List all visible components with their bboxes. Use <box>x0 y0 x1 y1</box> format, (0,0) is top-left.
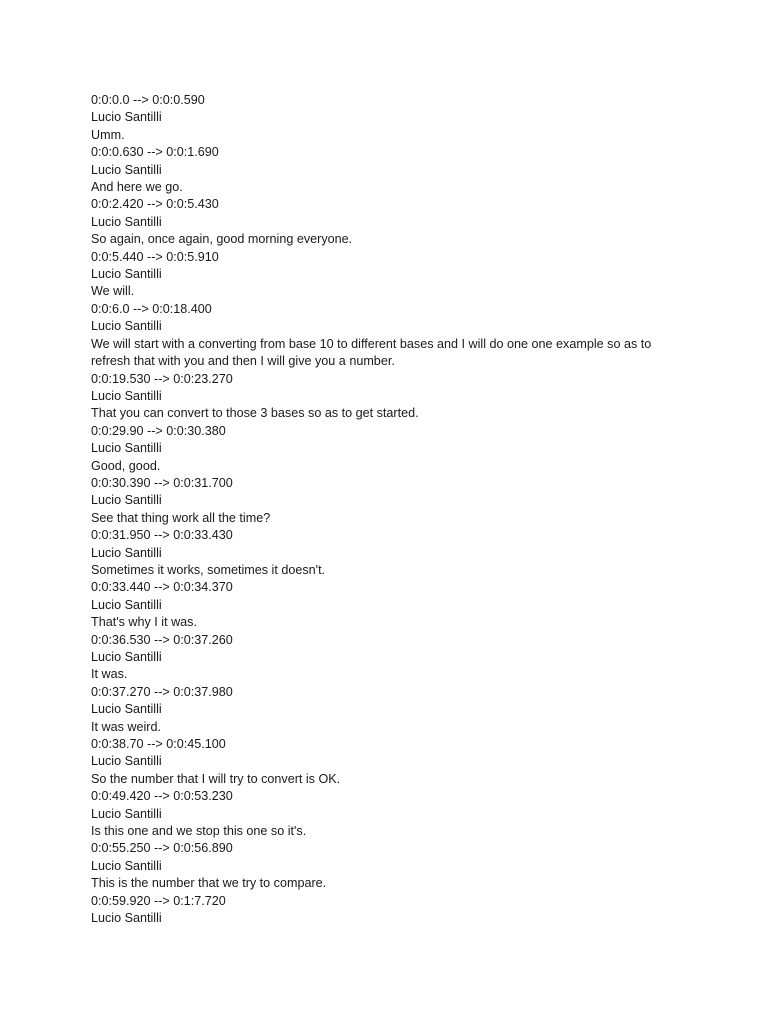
cue-text: That's why I it was. <box>91 615 197 630</box>
cue-speaker: Lucio Santilli <box>91 110 162 125</box>
transcript-cue <box>91 579 691 631</box>
cue-timestamp: 0:0:36.530 --> 0:0:37.260 <box>91 632 233 647</box>
cue-timestamp: 0:0:38.70 --> 0:0:45.100 <box>91 737 226 752</box>
cue-text: We will start with a converting from base 10 to different bases and I will do one one example so as to refresh that with you and then I will give you a number. <box>91 336 652 369</box>
cue-speaker: Lucio Santilli <box>91 650 162 664</box>
transcript-cue <box>91 196 691 248</box>
cue-timestamp: 0:0:0.0 --> 0:0:0.590 <box>91 93 205 107</box>
transcript-cue <box>91 736 691 788</box>
transcript-cue <box>91 301 691 371</box>
cue-speaker: Lucio Santilli <box>91 702 162 717</box>
cue-timestamp: 0:0:29.90 --> 0:0:30.380 <box>91 423 226 438</box>
cue-speaker: Lucio Santilli <box>91 911 162 926</box>
transcript-cue <box>91 840 691 892</box>
transcript-cue <box>91 249 691 301</box>
cue-text: Sometimes it works, sometimes it doesn't. <box>91 562 326 577</box>
cue-text: So the number that I will try to convert is OK. <box>91 771 341 786</box>
cue-text: See that thing work all the time? <box>91 510 271 525</box>
cue-text: We will. <box>91 284 135 299</box>
cue-speaker: Lucio Santilli <box>91 545 162 560</box>
transcript-cue <box>91 632 691 684</box>
cue-speaker: Lucio Santilli <box>91 214 162 229</box>
cue-text: That you can convert to those 3 bases so as to get started. <box>91 406 419 421</box>
cue-timestamp: 0:0:0.630 --> 0:0:1.690 <box>91 145 219 160</box>
cue-speaker: Lucio Santilli <box>91 441 162 456</box>
cue-text: It was. <box>91 667 128 682</box>
transcript-cue <box>91 893 691 928</box>
transcript-cue <box>91 527 691 579</box>
cue-timestamp: 0:0:49.420 --> 0:0:53.230 <box>91 789 233 804</box>
cue-speaker: Lucio Santilli <box>91 754 162 769</box>
transcript-cue <box>91 371 691 423</box>
cue-text: Good, good. <box>91 458 161 473</box>
transcript-cue <box>91 92 691 144</box>
cue-timestamp: 0:0:2.420 --> 0:0:5.430 <box>91 197 219 212</box>
cue-text: So again, once again, good morning everyone. <box>91 232 353 247</box>
transcript-cue <box>91 788 691 840</box>
cue-timestamp: 0:0:19.530 --> 0:0:23.270 <box>91 371 233 386</box>
transcript-page <box>91 92 691 928</box>
transcript-cue <box>91 475 691 527</box>
cue-text: Is this one and we stop this one so it's. <box>91 824 307 839</box>
cue-timestamp: 0:0:31.950 --> 0:0:33.430 <box>91 528 233 543</box>
cue-speaker: Lucio Santilli <box>91 858 162 873</box>
cue-text: Umm. <box>91 127 125 142</box>
cue-speaker: Lucio Santilli <box>91 319 162 334</box>
cue-speaker: Lucio Santilli <box>91 388 162 403</box>
cue-timestamp: 0:0:55.250 --> 0:0:56.890 <box>91 841 233 856</box>
cue-timestamp: 0:0:33.440 --> 0:0:34.370 <box>91 580 233 595</box>
cue-text: It was weird. <box>91 719 161 734</box>
cue-timestamp: 0:0:59.920 --> 0:1:7.720 <box>91 893 226 908</box>
cue-text: This is the number that we try to compare. <box>91 876 327 891</box>
cue-timestamp: 0:0:5.440 --> 0:0:5.910 <box>91 249 219 264</box>
transcript-cue <box>91 144 691 196</box>
cue-speaker: Lucio Santilli <box>91 597 162 612</box>
cue-speaker: Lucio Santilli <box>91 267 162 282</box>
cue-speaker: Lucio Santilli <box>91 162 162 177</box>
cue-timestamp: 0:0:6.0 --> 0:0:18.400 <box>91 301 212 316</box>
cue-speaker: Lucio Santilli <box>91 493 162 508</box>
cue-text: And here we go. <box>91 180 183 195</box>
cue-timestamp: 0:0:30.390 --> 0:0:31.700 <box>91 475 233 490</box>
transcript-cue <box>91 684 691 736</box>
transcript-cue <box>91 423 691 475</box>
cue-timestamp: 0:0:37.270 --> 0:0:37.980 <box>91 684 233 699</box>
cue-speaker: Lucio Santilli <box>91 806 162 821</box>
